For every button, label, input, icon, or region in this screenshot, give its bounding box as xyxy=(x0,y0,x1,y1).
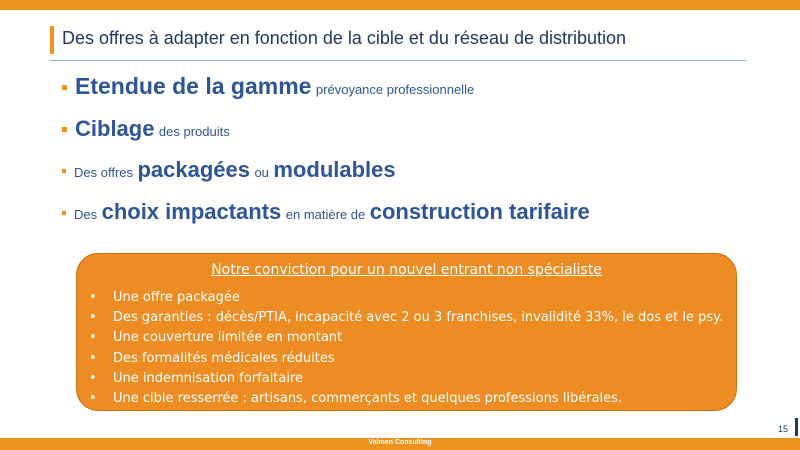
bullet-gamme-emphasis: Etendue de la gamme xyxy=(75,73,312,99)
list-item xyxy=(89,308,723,328)
footer-company: Valmen Consulting xyxy=(368,439,432,446)
bullet-offres-emphasis-1: packagées xyxy=(137,157,250,182)
bullet-dot-icon: • xyxy=(89,350,97,366)
list-item-text: Une indemnisation forfaitaire xyxy=(113,370,304,386)
conviction-title: Notre conviction pour un nouvel entrant non spécialiste xyxy=(211,262,602,278)
square-bullet-icon xyxy=(62,85,67,90)
bullet-choix-emphasis-2: construction tarifaire xyxy=(369,199,590,224)
conviction-box xyxy=(76,253,737,411)
list-item-text: Des garanties : décès/PTIA, incapacité avec 2 ou 3 franchises, invalidité 33%, le dos et le psy. xyxy=(113,310,724,326)
list-item-text: Une couverture limitée en montant xyxy=(113,330,343,346)
bullet-choix-text-2: en matière de xyxy=(285,207,366,222)
list-item xyxy=(89,349,723,369)
bullet-dot-icon: • xyxy=(89,330,97,346)
title-divider xyxy=(50,60,746,61)
bullet-offres xyxy=(62,157,396,183)
bullet-dot-icon: • xyxy=(89,390,97,406)
bullet-ciblage xyxy=(62,116,230,142)
square-bullet-icon xyxy=(62,127,67,132)
list-item-text: Des formalités médicales réduites xyxy=(113,350,335,366)
bullet-ciblage-emphasis: Ciblage xyxy=(75,116,155,141)
square-bullet-icon xyxy=(62,211,66,215)
list-item xyxy=(89,288,723,308)
bullet-choix-text-1: Des xyxy=(74,207,98,222)
bullet-dot-icon: • xyxy=(89,310,97,326)
page-number: 15 xyxy=(778,424,789,434)
list-item xyxy=(89,369,723,389)
list-item xyxy=(89,389,723,409)
bullet-gamme xyxy=(62,73,474,100)
conviction-list xyxy=(89,288,723,409)
top-accent-bar xyxy=(0,0,800,10)
square-bullet-icon xyxy=(62,169,66,173)
list-item xyxy=(89,328,723,348)
bullet-ciblage-detail: des produits xyxy=(158,124,230,139)
slide-title: Des offres à adapter en fonction de la cible et du réseau de distribution xyxy=(62,28,627,48)
page-number-marker xyxy=(795,418,798,436)
list-item-text: Une offre packagée xyxy=(113,290,240,305)
bullet-dot-icon: • xyxy=(89,290,97,305)
title-accent-bar xyxy=(50,26,54,54)
bullet-dot-icon: • xyxy=(89,370,97,386)
bullet-choix-emphasis-1: choix impactants xyxy=(101,199,282,224)
list-item-text: Une cible resserrée : artisans, commerçants et quelques professions libérales. xyxy=(113,390,623,406)
bullet-choix xyxy=(62,199,590,225)
bullet-offres-text-1: Des offres xyxy=(74,165,134,180)
bullet-offres-emphasis-2: modulables xyxy=(273,157,396,182)
bullet-gamme-detail: prévoyance professionnelle xyxy=(315,82,475,97)
bullet-offres-text-2: ou xyxy=(254,165,269,180)
